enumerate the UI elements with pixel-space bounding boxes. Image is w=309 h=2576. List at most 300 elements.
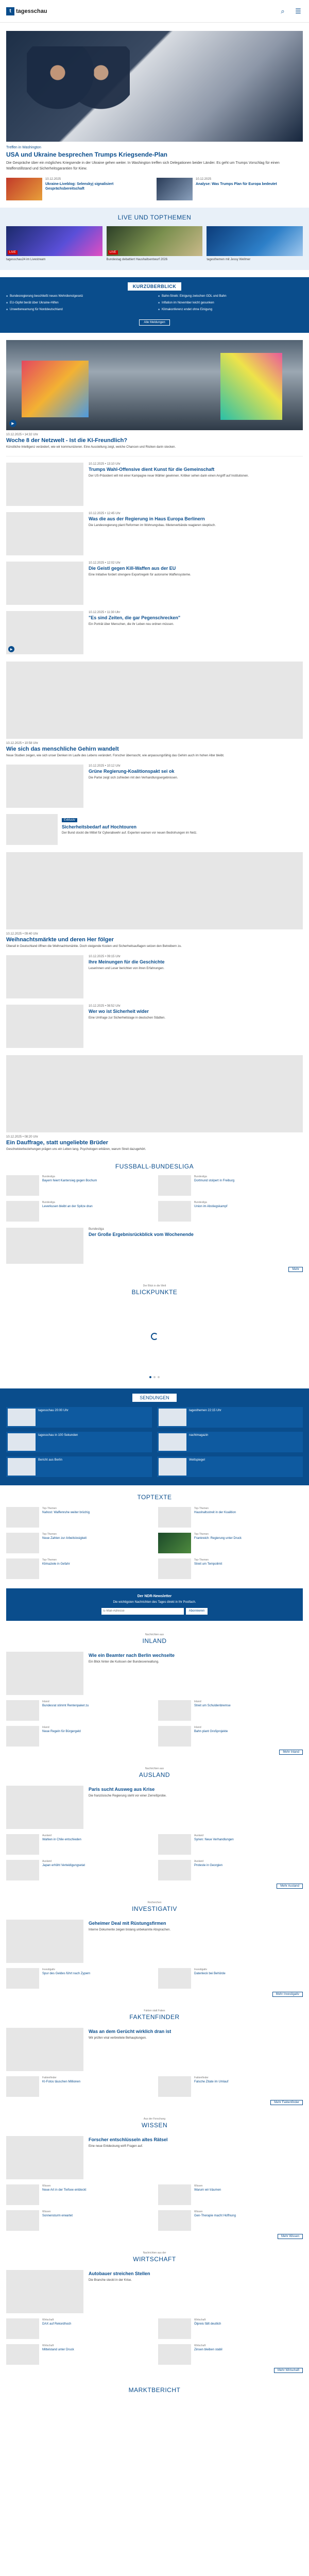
item-date: Wirtschaft — [194, 2318, 206, 2321]
related-title: Analyse: Was Trumps Plan für Europa bedeutet — [196, 182, 277, 186]
item-thumb — [158, 2184, 191, 2205]
live-card[interactable] — [107, 226, 203, 262]
kurz-list — [6, 295, 303, 312]
feature-teaser: Künstliche Intelligenz verändert, wie wir kommunizieren. Eine Ausstellung zeigt, welche Chancen und Risiken darin stecken. — [6, 446, 176, 449]
wirtschaft-item[interactable] — [158, 2318, 303, 2339]
inland-grid — [0, 1695, 309, 1747]
pager-dot[interactable] — [158, 1376, 160, 1378]
lead-image[interactable] — [6, 31, 303, 142]
article-teaser[interactable] — [0, 998, 309, 1048]
article-text: Die französische Regierung steht vor einer Zerreißprobe. — [89, 1794, 167, 1798]
wissen-more-button[interactable]: Mehr Wissen — [278, 2234, 303, 2239]
newsletter-text: Die wichtigsten Nachrichten des Tages direkt in Ihr Postfach. — [113, 1601, 196, 1604]
wide-date: 10.12.2025 • 08:20 Uhr — [6, 1135, 38, 1139]
related-thumb — [157, 178, 193, 200]
item-title: KI-Fotos täuschen Millionen — [42, 2080, 81, 2083]
toptexte-grid — [0, 1502, 309, 1579]
toptexte-label — [0, 1493, 309, 1502]
article-thumb — [6, 1228, 83, 1264]
article-thumb — [6, 765, 83, 808]
related-item[interactable] — [6, 178, 152, 200]
article-date: 10.12.2025 • 11:30 Uhr — [89, 611, 121, 615]
faktenfinder-grid — [0, 2071, 309, 2097]
item-date: Top-Themen — [194, 1558, 209, 1562]
wide-title[interactable]: Wie sich das menschliche Gehirn wandelt — [6, 746, 119, 753]
toptext-item[interactable] — [6, 1558, 151, 1579]
lead-headline[interactable]: USA und Ukraine besprechen Trumps Kriegsende-Plan — [6, 151, 167, 158]
article-title: Was an dem Gerücht wirklich dran ist — [89, 2028, 171, 2034]
article-thumb — [6, 463, 83, 506]
ausland-item[interactable] — [158, 1860, 303, 1880]
item-date: Wirtschaft — [42, 2344, 54, 2347]
toptext-thumb — [6, 1507, 39, 1528]
wissen-item[interactable] — [6, 2184, 151, 2205]
wide-image[interactable] — [6, 852, 303, 929]
article-title: Ihre Meinungen für die Geschichte — [89, 959, 165, 964]
item-title: Haushaltsstreit in der Koalition — [194, 1511, 236, 1515]
wirtschaft-item[interactable] — [6, 2318, 151, 2339]
wissen-item[interactable] — [158, 2184, 303, 2205]
item-title: Bahn plant Großprojekte — [194, 1730, 228, 1733]
blickpunkte-kicker: Der Blick in die Welt — [143, 1284, 166, 1288]
item-title: Warum wir träumen — [194, 2188, 221, 2192]
kurz-item[interactable]: ■ EU-Gipfel berät über Ukraine-Hilfen — [6, 301, 151, 306]
item-date: Wirtschaft — [42, 2318, 54, 2321]
item-thumb — [6, 1860, 39, 1880]
item-thumb — [158, 1726, 191, 1747]
item-title: Sonnensturm erwartet — [42, 2214, 73, 2217]
sendung-thumb — [159, 1433, 186, 1451]
ausland-item[interactable] — [6, 1834, 151, 1855]
kurz-title: KURZÜBERBLICK — [128, 282, 182, 291]
item-thumb — [6, 2344, 39, 2365]
newsletter-email-input[interactable] — [101, 1608, 184, 1615]
item-date: Bundesliga — [42, 1201, 55, 1205]
item-title: Proteste in Georgien — [194, 1863, 223, 1867]
inland-label — [0, 1633, 309, 1646]
fussball-thumb — [158, 1175, 191, 1196]
article-date: 10.12.2025 • 12:45 Uhr — [89, 512, 121, 516]
kurzueberblick — [0, 277, 309, 333]
toptexte-title: TOPTEXTE — [137, 1494, 172, 1501]
item-date: Bundesliga — [194, 1175, 207, 1179]
sendung-item[interactable] — [6, 1407, 152, 1428]
lead-topline: Treffen in Washington — [6, 146, 41, 149]
pager-dot[interactable] — [149, 1376, 151, 1378]
item-date: Ausland — [42, 1859, 52, 1863]
fussball-more-button[interactable]: Mehr — [288, 1267, 303, 1272]
item-thumb — [6, 1726, 39, 1747]
item-title: Bayern feiert Kantersieg gegen Bochum — [42, 1179, 97, 1183]
ausland-more-button[interactable]: Mehr Ausland — [277, 1884, 303, 1889]
lead-related — [6, 178, 303, 200]
sendung-item[interactable] — [6, 1456, 152, 1477]
item-thumb — [6, 2210, 39, 2231]
live-badge: LIVE — [8, 250, 18, 255]
article-thumb — [6, 1652, 83, 1695]
live-card-text: tagesschau24 im Livestream — [6, 258, 46, 261]
article-title: Trumps Wahl-Offensive dient Kunst für die Gemeinschaft — [89, 467, 215, 472]
sendung-item[interactable] — [157, 1456, 303, 1477]
item-date: Top-Themen — [42, 1533, 57, 1536]
item-date: Investigativ — [194, 1968, 208, 1971]
ausland-item[interactable] — [158, 1834, 303, 1855]
sendungen-title: SENDUNGEN — [132, 1394, 177, 1402]
kurz-item[interactable]: ■ Bahn-Streik: Einigung zwischen GDL und Bahn — [158, 295, 303, 299]
item-title: Mittelstand unter Druck — [42, 2348, 74, 2351]
wissen-label — [0, 2117, 309, 2130]
marktbericht-label — [0, 2385, 309, 2395]
section-title: INLAND — [142, 1637, 167, 1645]
wide-date: 10.12.2025 • 10:58 Uhr — [6, 742, 38, 745]
article-teaser[interactable] — [0, 456, 309, 506]
wirtschaft-grid — [0, 2313, 309, 2365]
item-thumb — [158, 1834, 191, 1855]
item-title: Nahost: Waffenruhe weiter brüchig — [42, 1511, 90, 1515]
inland-item[interactable] — [158, 1726, 303, 1747]
newsletter-submit-button[interactable]: Abonnieren — [186, 1608, 208, 1615]
kurz-item[interactable]: ■ Unwetterwarnung für Norddeutschland — [6, 308, 151, 312]
item-thumb — [158, 2344, 191, 2365]
item-date: Ausland — [42, 1834, 52, 1837]
logo-text: tagesschau — [16, 8, 47, 14]
item-title: Zinsen bleiben stabil — [194, 2348, 222, 2351]
sendung-title: tagesthemen 22:15 Uhr — [189, 1409, 221, 1413]
kurz-more-button[interactable]: Alle Meldungen — [139, 319, 169, 326]
sendung-title: tagesschau in 100 Sekunden — [38, 1434, 78, 1437]
live-thumb — [6, 226, 102, 256]
article-thumb — [6, 2028, 83, 2071]
logo[interactable] — [6, 7, 47, 15]
article-text: Eine Initiative fordert strengere Exportregeln für autonome Waffensysteme. — [89, 573, 191, 577]
item-title: Leverkusen bleibt an der Spitze dran — [42, 1205, 93, 1209]
article-thumb — [6, 2136, 83, 2179]
wirtschaft-item[interactable] — [6, 2344, 151, 2365]
article-date: 10.12.2025 • 12:02 Uhr — [89, 562, 121, 565]
toptext-item[interactable] — [6, 1533, 151, 1553]
toptext-item[interactable] — [158, 1533, 303, 1553]
menu-icon[interactable]: ☰ — [295, 7, 301, 15]
play-icon[interactable]: ▶ — [9, 420, 16, 427]
toptext-item[interactable] — [158, 1507, 303, 1528]
article-title: Wer wo ist Sicherheit wider — [89, 1008, 149, 1014]
blickpunkte-label — [0, 1284, 309, 1297]
article-title: Grüne Regierung-Koalitionspakt sei ok — [89, 768, 175, 774]
article-title: Forscher entschlüsseln altes Rätsel — [89, 2137, 168, 2142]
article-text: Ein Porträt über Menschen, die ihr Leben neu ordnen müssen. — [89, 623, 174, 626]
toptext-thumb — [158, 1507, 191, 1528]
live-card-text: tagesthemen mit Jessy Wellmer — [207, 258, 251, 261]
item-thumb — [6, 2184, 39, 2205]
article-text: Interne Dokumente zeigen bislang unbekannte Absprachen. — [89, 1928, 171, 1931]
article-thumb — [6, 512, 83, 555]
wissen-item[interactable] — [158, 2210, 303, 2231]
live-card[interactable] — [207, 226, 303, 262]
toptext-thumb — [158, 1533, 191, 1553]
faktenfinder-item[interactable] — [158, 2076, 303, 2097]
article-text: Die Landesregierung plant Reformen im Wohnungsbau. Mieterverbände reagieren skeptisch. — [89, 524, 216, 528]
article-thumb — [6, 562, 83, 605]
fussball-item[interactable] — [6, 1175, 151, 1196]
item-title: Neue Regeln für Bürgergeld — [42, 1730, 81, 1733]
wissen-item[interactable] — [6, 2210, 151, 2231]
kurz-item[interactable]: ■ Inflation im November leicht gesunken — [158, 301, 303, 306]
pager-dot[interactable] — [153, 1376, 156, 1378]
item-date: Top-Themen — [194, 1533, 209, 1536]
fussball-thumb — [158, 1201, 191, 1222]
wide-title[interactable]: Weihnachtsmärkte und deren Her fölger — [6, 936, 114, 943]
article-thumb — [6, 1005, 83, 1048]
wirtschaft-item[interactable] — [158, 2344, 303, 2365]
sendung-title: tagesschau 20:00 Uhr — [38, 1409, 68, 1413]
article-teaser[interactable] — [0, 605, 309, 654]
section-kicker: Nachrichten aus — [145, 1767, 164, 1770]
section-lead[interactable] — [0, 1646, 309, 1695]
fussball-wide-teaser[interactable] — [0, 1222, 309, 1264]
related-date: 10.12.2025 — [45, 178, 61, 181]
article-title: Was die aus der Regierung in Haus Europa Berlinern — [89, 516, 205, 522]
item-thumb — [158, 2318, 191, 2339]
item-title: Klimaziele in Gefahr — [42, 1563, 70, 1566]
article-teaser[interactable] — [0, 949, 309, 998]
article-text: Der US-Präsident will mit einer Kampagne neue Wähler gewinnen. Kritiker sehen darin einen Angriff auf Institutionen. — [89, 474, 249, 478]
item-title: Neue Zahlen zur Arbeitslosigkeit — [42, 1537, 87, 1540]
live-title: LIVE UND TOPTHEMEN — [117, 214, 192, 221]
item-title: Falsche Zitate im Umlauf — [194, 2080, 229, 2083]
item-title: Ölpreis fällt deutlich — [194, 2322, 221, 2326]
wissen-grid — [0, 2179, 309, 2231]
item-date: Ausland — [194, 1859, 204, 1863]
section-kicker: Fakten statt Fakes — [144, 2009, 165, 2012]
item-date: Faktenfinder — [42, 2076, 57, 2079]
article-date: 10.12.2025 • 10:12 Uhr — [89, 764, 121, 768]
item-date: Wissen — [194, 2184, 203, 2188]
ausland-item[interactable] — [6, 1860, 151, 1880]
site-header — [0, 0, 309, 23]
wirtschaft-label — [0, 2251, 309, 2264]
article-date: Bundesliga — [89, 1228, 104, 1231]
section-title: WISSEN — [141, 2121, 168, 2129]
item-date: Bundesliga — [42, 1175, 55, 1179]
inland-item[interactable] — [6, 1700, 151, 1721]
wide-text: Neue Studien zeigen, wie sich unser Denken im Laufe des Lebens verändert. Forscher überrascht, wie anpassungsfähig das Gehirn auch im hohen Alter bleibt. — [6, 754, 225, 758]
fussball-title: FUSSBALL-BUNDESLIGA — [115, 1163, 194, 1171]
item-date: Inland — [42, 1725, 49, 1729]
item-date: Inland — [42, 1700, 49, 1703]
exclusive-title: Sicherheitsbedarf auf Hochtouren — [62, 824, 137, 829]
search-icon[interactable]: ⌕ — [281, 7, 285, 15]
article-text: Eine neue Entdeckung wirft Fragen auf. — [89, 2144, 143, 2148]
fussball-thumb — [6, 1175, 39, 1196]
article-title: Paris sucht Ausweg aus Krise — [89, 1786, 155, 1792]
related-title: Ukraine-Liveblog: Selenskyj signalisiert Gesprächsbereitschaft — [45, 182, 114, 191]
item-date: Top-Themen — [42, 1558, 57, 1562]
section-lead[interactable] — [0, 1913, 309, 1963]
fussball-item[interactable] — [158, 1175, 303, 1196]
blickpunkte-pager — [0, 1376, 309, 1378]
item-date: Inland — [194, 1700, 201, 1703]
toptext-thumb — [6, 1533, 39, 1553]
article-date: 10.12.2025 • 08:52 Uhr — [89, 1004, 121, 1008]
sendung-item[interactable] — [157, 1407, 303, 1428]
sendung-item[interactable] — [6, 1432, 152, 1452]
related-item[interactable] — [157, 178, 303, 200]
item-title: Gen-Therapie macht Hoffnung — [194, 2214, 236, 2217]
investigativ-grid — [0, 1963, 309, 1989]
sendung-title: Weltspiegel — [189, 1459, 205, 1462]
fussball-item[interactable] — [6, 1201, 151, 1222]
faktenfinder-label — [0, 2009, 309, 2022]
fussball-item[interactable] — [158, 1201, 303, 1222]
item-date: Investigativ — [42, 1968, 56, 1971]
article-text: Ein Blick hinter die Kulissen der Bundesverwaltung. — [89, 1660, 159, 1664]
wide-text: Geschwisterbeziehungen prägen uns ein Leben lang. Psychologen erklären, warum Streit dazugehört. — [6, 1147, 146, 1151]
investigativ-more-button[interactable]: Mehr Investigativ — [272, 1992, 303, 1997]
wide-date: 10.12.2025 • 09:40 Uhr — [6, 932, 38, 936]
lead-teaser: Die Gespräche über ein mögliches Kriegsende in der Ukraine gehen weiter. In Washington treffen sich Delegationen beider Länder. Es geht um Trumps Vorschlag für einen Waffenstillstand und Sicherheitsgarantien für Kiew. — [6, 161, 280, 171]
item-title: Syrien: Neue Verhandlungen — [194, 1838, 234, 1841]
item-thumb — [158, 1968, 191, 1989]
sendung-thumb — [8, 1433, 36, 1451]
item-thumb — [158, 1700, 191, 1721]
item-thumb — [158, 2210, 191, 2231]
inland-item[interactable] — [158, 1700, 303, 1721]
article-text: Wir prüfen viral verbreitete Behauptungen. — [89, 2036, 147, 2040]
article-thumb — [6, 1920, 83, 1963]
article-date: 10.12.2025 • 09:15 Uhr — [89, 955, 121, 958]
section-lead[interactable] — [0, 2264, 309, 2313]
exclusive-tag: Exklusiv — [62, 818, 77, 822]
section-kicker: Aus der Forschung — [143, 2117, 166, 2121]
sendungen-section — [0, 1388, 309, 1485]
play-icon[interactable]: ▶ — [8, 646, 14, 652]
wide-title[interactable]: Ein Dauffrage, statt ungeliebte Brüder — [6, 1139, 109, 1146]
item-title: Bundesrat stimmt Rentenpaket zu — [42, 1704, 89, 1707]
exclusive-text: Der Bund stockt die Mittel für Cyberabwehr auf. Experten warnen vor neuen Bedrohungen im Netz. — [62, 831, 197, 835]
section-title: AUSLAND — [139, 1771, 170, 1778]
sendung-title: nachtmagazin — [189, 1434, 209, 1437]
section-lead[interactable] — [0, 2022, 309, 2071]
sendung-thumb — [8, 1409, 36, 1426]
faktenfinder-more-button[interactable]: Mehr Faktenfinder — [270, 2100, 303, 2105]
wirtschaft-more-button[interactable]: Mehr Wirtschaft — [274, 2368, 303, 2373]
article-teaser[interactable] — [0, 555, 309, 605]
item-thumb — [6, 2076, 39, 2097]
item-title: Streit um Tempolimit — [194, 1563, 222, 1566]
exclusive-teaser[interactable] — [6, 814, 303, 845]
item-date: Top-Themen — [194, 1507, 209, 1511]
article-text: Die Partei zeigt sich zufrieden mit den Verhandlungsergebnissen. — [89, 776, 178, 780]
item-title: Wahlen in Chile entschieden — [42, 1838, 81, 1841]
item-title: Japan erhöht Verteidigungsetat — [42, 1863, 85, 1867]
item-thumb — [158, 2076, 191, 2097]
item-date: Wissen — [42, 2210, 51, 2213]
investigativ-label — [0, 1901, 309, 1913]
wide-image[interactable] — [6, 1055, 303, 1132]
article-thumb — [6, 1786, 83, 1829]
faktenfinder-item[interactable] — [6, 2076, 151, 2097]
article-text: Eine Umfrage zur Sicherheitslage in deutschen Städten. — [89, 1016, 166, 1020]
article-title: Autobauer streichen Stellen — [89, 2270, 150, 2276]
article-date: 10.12.2025 • 13:10 Uhr — [89, 463, 121, 466]
section-title: INVESTIGATIV — [132, 1905, 177, 1912]
toptext-item[interactable] — [6, 1507, 151, 1528]
investigativ-item[interactable] — [6, 1968, 151, 1989]
inland-item[interactable] — [6, 1726, 151, 1747]
item-title: Neue Art in der Tiefsee entdeckt — [42, 2188, 87, 2192]
wide-text: Überall in Deutschland öffnen die Weihnachtsmärkte. Doch steigende Kosten und Sicherheitsauflagen setzen den Betreibern zu. — [6, 944, 182, 948]
feature-date: 10.12.2025 • 14:32 Uhr — [6, 433, 38, 437]
item-date: Bundesliga — [194, 1201, 207, 1205]
article-title: "Es sind Zeiten, die gar Pegenschrecken" — [89, 615, 181, 621]
live-card[interactable] — [6, 226, 102, 262]
article-title: Wie ein Beamter nach Berlin wechselte — [89, 1652, 175, 1658]
loading-spinner-icon — [0, 1333, 309, 1340]
item-title: Streit um Schuldenbremse — [194, 1704, 231, 1707]
blickpunkte-title: BLICKPUNKTE — [131, 1289, 178, 1296]
feature-image[interactable] — [6, 340, 303, 430]
toptext-item[interactable] — [158, 1558, 303, 1579]
section-kicker: Nachrichten aus — [145, 1633, 164, 1636]
live-card-text: Bundestag debattiert Haushaltsentwurf 2026 — [106, 258, 168, 261]
item-date: Top-Themen — [42, 1507, 57, 1511]
live-section — [0, 208, 309, 270]
marktbericht-title: MARKTBERICHT — [128, 2386, 181, 2394]
section-title: WIRTSCHAFT — [133, 2255, 176, 2263]
inland-more-button[interactable]: Mehr Inland — [279, 1750, 303, 1755]
section-lead[interactable] — [0, 2130, 309, 2179]
fussball-thumb — [6, 1201, 39, 1222]
wide-image[interactable] — [6, 662, 303, 739]
fussball-grid — [0, 1170, 309, 1222]
newsletter-box — [6, 1588, 303, 1620]
item-title: Datenleck bei Behörde — [194, 1972, 226, 1975]
article-thumb — [6, 955, 83, 998]
item-date: Wissen — [42, 2184, 51, 2188]
kurz-item[interactable]: ■ Bundesregierung beschließt neues Wehrdienstgesetz — [6, 295, 151, 299]
item-title: Frankreich: Regierung unter Druck — [194, 1537, 242, 1540]
article-title: Geheimer Deal mit Rüstungsfirmen — [89, 1920, 166, 1926]
item-date: Wissen — [194, 2210, 203, 2213]
item-title: Union im Abstiegskampf — [194, 1205, 228, 1209]
investigativ-item[interactable] — [158, 1968, 303, 1989]
live-thumb — [207, 226, 303, 256]
article-text: Leserinnen und Leser berichten von ihren Erfahrungen. — [89, 967, 165, 970]
item-date: Faktenfinder — [194, 2076, 209, 2079]
article-thumb — [6, 2270, 83, 2313]
article-teaser[interactable] — [0, 758, 309, 808]
feature-headline[interactable]: Woche 8 der Netzwelt - Ist die KI-Freundlich? — [6, 437, 128, 444]
article-title: Die Geistl gegen Kill-Waffen aus der EU — [89, 566, 176, 571]
sendung-item[interactable] — [157, 1432, 303, 1452]
newsletter-title: Der NDR-Newsletter — [137, 1595, 172, 1599]
toptext-thumb — [6, 1558, 39, 1579]
section-lead[interactable] — [0, 1780, 309, 1829]
item-thumb — [6, 2318, 39, 2339]
item-thumb — [6, 1968, 39, 1989]
sendung-thumb — [8, 1458, 36, 1476]
item-date: Ausland — [194, 1834, 204, 1837]
related-date: 10.12.2025 — [196, 178, 212, 181]
item-title: DAX auf Rekordhoch — [42, 2322, 72, 2326]
toptext-thumb — [158, 1558, 191, 1579]
kurz-item[interactable]: ■ Klimakonferenz endet ohne Einigung — [158, 308, 303, 312]
item-thumb — [6, 1834, 39, 1855]
sendung-thumb — [159, 1458, 186, 1476]
item-thumb — [158, 1860, 191, 1880]
ausland-grid — [0, 1829, 309, 1880]
article-teaser[interactable] — [0, 506, 309, 555]
